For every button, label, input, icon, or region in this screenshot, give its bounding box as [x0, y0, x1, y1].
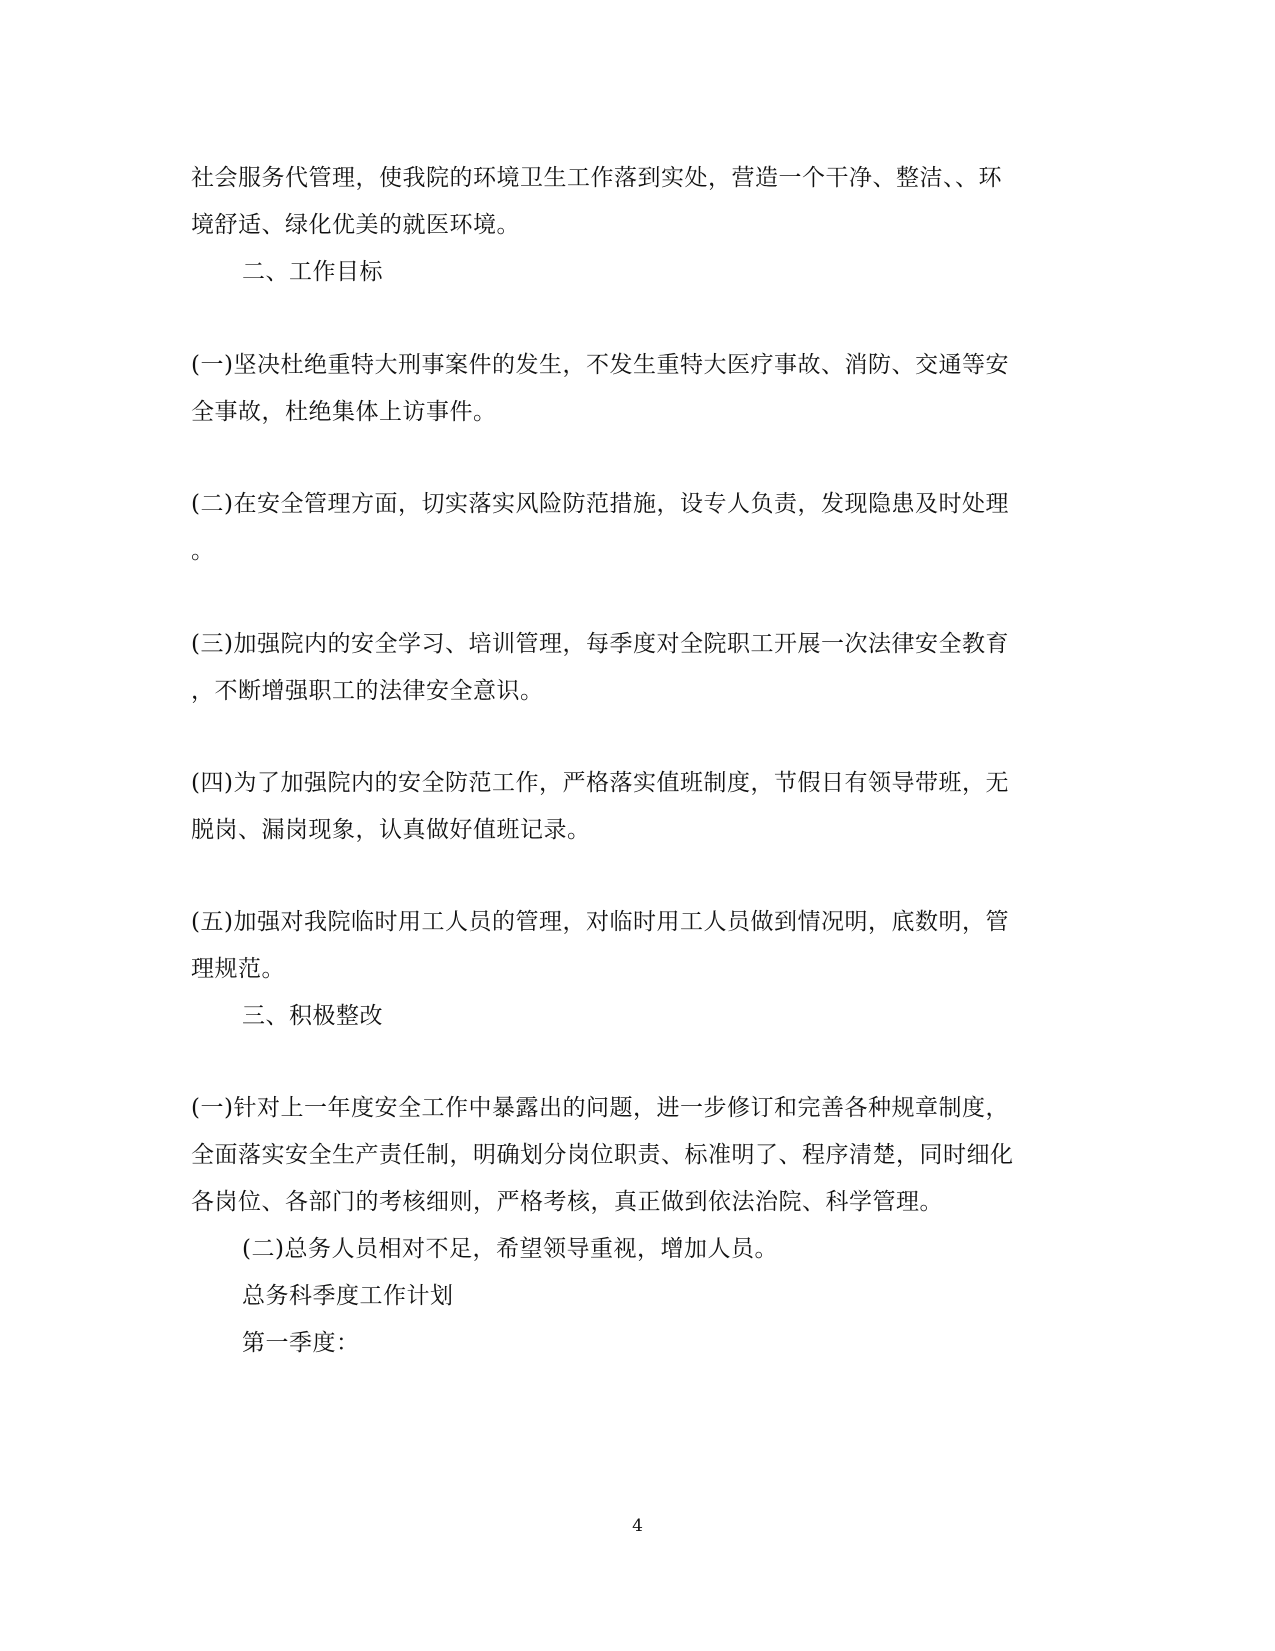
paragraph-line: ，不断增强职工的法律安全意识。 [191, 678, 544, 704]
paragraph-line: (四)为了加强院内的安全防范工作，严格落实值班制度，节假日有领导带班，无 [191, 770, 1009, 796]
section-heading: 三、积极整改 [242, 1003, 383, 1029]
paragraph-line: 理规范。 [191, 956, 285, 982]
section-heading: 总务科季度工作计划 [242, 1283, 454, 1309]
paragraph-line: (二)总务人员相对不足，希望领导重视，增加人员。 [242, 1236, 778, 1262]
paragraph-line: 全面落实安全生产责任制，明确划分岗位职责、标准明了、程序清楚，同时细化 [191, 1142, 1014, 1168]
paragraph-line: 。 [191, 538, 215, 564]
paragraph-line: (五)加强对我院临时用工人员的管理，对临时用工人员做到情况明，底数明，管 [191, 909, 1009, 935]
paragraph-line: (二)在安全管理方面，切实落实风险防范措施，设专人负责，发现隐患及时处理 [191, 491, 1009, 517]
paragraph-line: (三)加强院内的安全学习、培训管理，每季度对全院职工开展一次法律安全教育 [191, 631, 1009, 657]
paragraph-line: 脱岗、漏岗现象，认真做好值班记录。 [191, 817, 591, 843]
paragraph-line: (一)针对上一年度安全工作中暴露出的问题，进一步修订和完善各种规章制度， [191, 1095, 1009, 1121]
paragraph-line: (一)坚决杜绝重特大刑事案件的发生，不发生重特大医疗事故、消防、交通等安 [191, 352, 1009, 378]
paragraph-line: 社会服务代管理，使我院的环境卫生工作落到实处，营造一个干净、整洁、、环 [191, 165, 1002, 191]
section-heading: 二、工作目标 [242, 259, 383, 285]
paragraph-line: 全事故，杜绝集体上访事件。 [191, 399, 497, 425]
paragraph-line: 第一季度： [242, 1330, 360, 1356]
page-number: 4 [632, 1516, 643, 1536]
paragraph-line: 各岗位、各部门的考核细则，严格考核，真正做到依法治院、科学管理。 [191, 1189, 943, 1215]
paragraph-line: 境舒适、绿化优美的就医环境。 [191, 212, 520, 238]
